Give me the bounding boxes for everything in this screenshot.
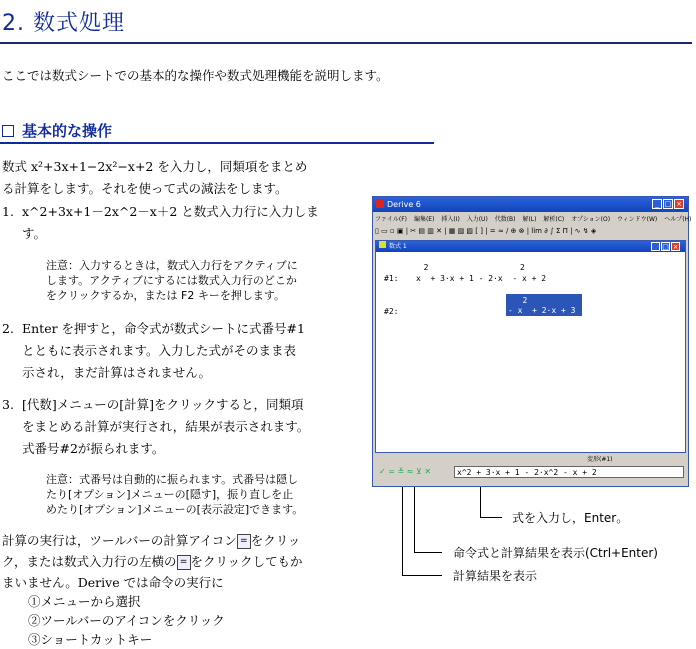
note-2-line-1: 注意：式番号は自動的に振られます。式番号は隠し <box>46 473 299 486</box>
intro-text: ここでは数式シートでの基本的な操作や数式処理機能を説明します。 <box>2 68 389 83</box>
toolbar[interactable]: ▯ ▭ ▫ ▣ | ✂ ▤ ▥ ✕ | ▦ ▧ ▨ [ ] | = ≈ ∕ ⊕ ⊗ | lim ∂ ∫ Σ Π | ∿ ↯ ◈ <box>375 227 597 235</box>
entry-buttons[interactable]: ✓ = ≚ ≈ ⊻ ✕ <box>379 467 432 476</box>
page-title: 2. 数式処理 <box>2 11 125 36</box>
expression-entry-input[interactable]: x^2 + 3·x + 1 - 2·x^2 - x + 2 <box>454 466 684 478</box>
menu-file[interactable]: ファイル(F) <box>375 216 408 223</box>
step-3-number: 3. <box>2 397 14 412</box>
method-item-3: ③ショートカットキー <box>28 632 153 647</box>
step-2-number: 2. <box>2 321 14 336</box>
sheet-title: 数式 1 <box>389 243 407 250</box>
expr-2-label: #2: <box>384 307 399 316</box>
method-item-1: ①メニューから選択 <box>28 594 141 609</box>
note-1 <box>46 258 298 303</box>
calc-line-2b: をクリックしてもか <box>190 554 303 569</box>
step-1 <box>22 201 319 245</box>
window-title: Derive 6 <box>387 200 421 209</box>
derive-window <box>372 196 692 487</box>
expr-1-superscripts: 2 2 <box>414 263 525 272</box>
menu-calculus[interactable]: 解析(C) <box>543 216 565 223</box>
method-list <box>28 592 225 649</box>
menu-insert[interactable]: 挿入(I) <box>441 216 460 223</box>
callout-line-2-horizontal <box>414 552 442 553</box>
callout-line-2-vertical <box>414 487 415 553</box>
menu-algebra[interactable]: 代数(B) <box>494 216 516 223</box>
status-bar <box>375 455 686 465</box>
menu-options[interactable]: オプション(O) <box>571 216 611 223</box>
app-icon <box>376 200 384 208</box>
callout-line-1-horizontal <box>480 517 502 518</box>
window-titlebar <box>373 197 688 212</box>
maximize-icon[interactable]: □ <box>664 200 672 208</box>
entry-calculate-icon: = <box>177 555 191 570</box>
calc-paragraph <box>2 530 303 593</box>
paragraph-1-line-1: 数式 x²+3x+1−2x²−x+2 を入力し，同類項をまとめ <box>2 159 308 174</box>
step-2 <box>22 318 305 384</box>
title-divider <box>0 42 692 44</box>
step-1-line-2: す。 <box>22 226 47 241</box>
checkbox-square-icon <box>2 125 14 137</box>
note-2-line-2: たり[オプション]メニューの[隠す]，振り直しを止 <box>46 488 294 501</box>
step-3-line-2: をまとめる計算が実行され，結果が表示されます。 <box>22 419 310 434</box>
expr-2-superscripts: 2 <box>508 296 528 305</box>
expr-1-label: #1: <box>384 274 399 283</box>
step-2-line-3: 示され，まだ計算はされません。 <box>22 365 212 380</box>
step-2-line-2: とともに表示されます。入力した式がそのまま表 <box>22 343 297 358</box>
algebra-sheet <box>375 240 686 453</box>
callout-simplify: 計算結果を表示 <box>453 569 538 583</box>
step-3-line-1: [代数]メニューの[計算]をクリックすると，同類項 <box>22 397 304 412</box>
note-2 <box>46 472 303 517</box>
menu-bar <box>375 214 692 225</box>
sheet-minimize-icon[interactable]: _ <box>651 242 660 251</box>
menu-edit[interactable]: 編集(E) <box>413 216 435 223</box>
entry-row <box>375 465 686 480</box>
menu-input[interactable]: 入力(U) <box>466 216 488 223</box>
expr-2[interactable]: - x + 2·x + 3 <box>508 306 576 315</box>
step-1-line-1: x^2+3x+1－2x^2－x＋2 と数式入力行に入力しま <box>22 204 319 219</box>
note-1-line-1: 注意：入力するときは，数式入力行をアクティブに <box>46 259 298 272</box>
calc-line-2a: ク，または数式入力行の左横の <box>2 554 177 569</box>
section-heading-label: 基本的な操作 <box>22 122 113 140</box>
menu-window[interactable]: ウィンドウ(W) <box>617 216 658 223</box>
close-icon[interactable]: × <box>674 199 684 209</box>
paragraph-1 <box>2 156 307 200</box>
expr-1[interactable]: x + 3·x + 1 - 2·x - x + 2 <box>416 274 547 283</box>
step-2-line-1: Enter を押すと，命令式が数式シートに式番号#1 <box>22 321 305 336</box>
callout-ctrl-enter: 命令式と計算結果を表示(Ctrl+Enter) <box>453 546 658 560</box>
status-text: 変形(#1) <box>587 456 613 463</box>
calc-line-1b: をクリッ <box>250 533 301 548</box>
callout-line-3-vertical <box>402 487 403 576</box>
section-divider <box>0 142 434 144</box>
callout-line-1-vertical <box>480 487 481 518</box>
sheet-titlebar <box>376 241 685 252</box>
paragraph-1-line-2: る計算をします。それを使って式の減法をします。 <box>2 181 288 196</box>
calc-line-1a: 計算の実行は，ツールバーの計算アイコン <box>2 533 237 548</box>
menu-help[interactable]: ヘルプ(H) <box>664 216 692 223</box>
calc-line-3: まいません。Derive では命令の実行に <box>2 575 224 590</box>
callout-enter: 式を入力し，Enter。 <box>512 511 629 525</box>
minimize-icon[interactable]: _ <box>652 199 662 209</box>
note-1-line-3: をクリックするか，または F2 キーを押します。 <box>46 289 285 302</box>
calculate-icon: = <box>237 534 251 549</box>
note-2-line-3: めたり[オプション]メニューの[表示設定]できます。 <box>46 503 304 516</box>
method-item-2: ②ツールバーのアイコンをクリック <box>28 613 225 628</box>
step-3 <box>22 394 309 460</box>
note-1-line-2: します。アクティブにするには数式入力行のどこか <box>46 274 297 287</box>
sheet-maximize-icon[interactable]: □ <box>662 243 669 251</box>
menu-solve[interactable]: 解(L) <box>522 216 537 223</box>
section-heading <box>2 120 112 141</box>
sheet-close-icon[interactable]: × <box>672 243 679 251</box>
sheet-icon <box>379 241 386 248</box>
step-1-number: 1. <box>2 204 14 219</box>
callout-line-3-horizontal <box>402 575 442 576</box>
step-3-line-3: 式番号#2が振られます。 <box>22 441 165 456</box>
